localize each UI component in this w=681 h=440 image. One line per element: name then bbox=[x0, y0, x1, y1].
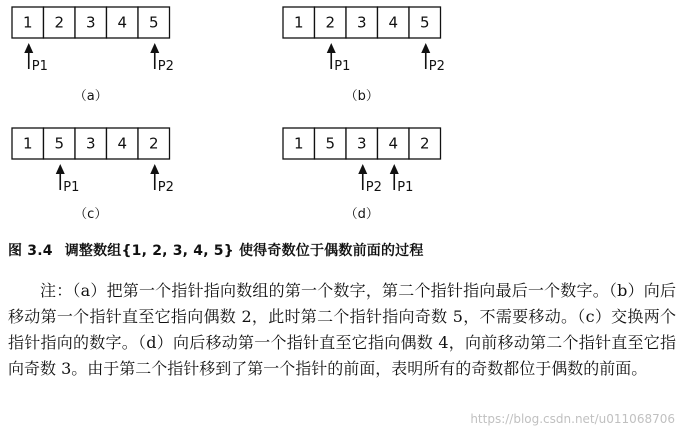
pointer-label: P2 bbox=[157, 59, 174, 74]
pointer-label: P2 bbox=[157, 180, 174, 195]
pointer-label: P1 bbox=[63, 180, 80, 195]
array-cell-value: 4 bbox=[388, 13, 399, 32]
panel-label: （a） bbox=[73, 89, 108, 104]
array-cell-value: 5 bbox=[419, 13, 430, 32]
array-cell-value: 3 bbox=[356, 13, 367, 32]
array-cell-value: 1 bbox=[293, 13, 304, 32]
array-cell-value: 1 bbox=[22, 13, 33, 32]
array-cell-value: 3 bbox=[85, 13, 96, 32]
pointer-arrowhead bbox=[390, 164, 399, 174]
array-cell-value: 2 bbox=[54, 13, 65, 32]
array-cell-value: 1 bbox=[22, 134, 33, 153]
array-cell-value: 4 bbox=[388, 134, 399, 153]
panel-label: （b） bbox=[344, 89, 379, 104]
array-cell-value: 2 bbox=[325, 13, 336, 32]
array-cell-value: 4 bbox=[117, 134, 128, 153]
figure-caption-text: 调整数组{1, 2, 3, 4, 5} 使得奇数位于偶数前面的过程 bbox=[64, 243, 424, 259]
array-cell-value: 4 bbox=[117, 13, 128, 32]
array-cell-value: 5 bbox=[325, 134, 336, 153]
pointer-label: P1 bbox=[397, 180, 414, 195]
pointer-arrowhead bbox=[421, 43, 430, 53]
pointer-label: P2 bbox=[365, 180, 382, 195]
pointer-arrowhead bbox=[327, 43, 336, 53]
pointer-arrowhead bbox=[24, 43, 33, 53]
figure-caption bbox=[8, 240, 424, 260]
panel-b bbox=[283, 7, 445, 104]
pointer-label: P1 bbox=[334, 59, 351, 74]
pointer-label: P2 bbox=[428, 59, 445, 74]
panel-c bbox=[12, 128, 174, 222]
figure-number: 图 3.4 bbox=[8, 243, 53, 259]
pointer-arrowhead bbox=[150, 164, 159, 174]
array-cell-value: 3 bbox=[85, 134, 96, 153]
pointer-arrowhead bbox=[150, 43, 159, 53]
array-cell-value: 5 bbox=[148, 13, 159, 32]
watermark: https://blog.csdn.net/u011068706 bbox=[470, 412, 675, 426]
pointer-label: P1 bbox=[31, 59, 48, 74]
array-cell-value: 5 bbox=[54, 134, 65, 153]
array-cell-value: 2 bbox=[419, 134, 430, 153]
array-cell-value: 1 bbox=[293, 134, 304, 153]
pointer-arrowhead bbox=[358, 164, 367, 174]
panel-d bbox=[283, 128, 441, 222]
panel-label: （d） bbox=[344, 207, 379, 222]
panel-a bbox=[12, 7, 174, 104]
array-cell-value: 3 bbox=[356, 134, 367, 153]
panel-label: （c） bbox=[74, 207, 108, 222]
array-cell-value: 2 bbox=[148, 134, 159, 153]
figure-note: 注：（a）把第一个指针指向数组的第一个数字，第二个指针指向最后一个数字。（b）向后移动第一个指针直至它指向偶数 2，此时第二个指针指向奇数 5，不需要移动。（c）交换两个指针指向的数字。（d）向后移动第一个指针直至它指向偶数 4，向前移动第二个指针直至它指向奇数 3。由于第二个指针移到了第一个指针的前面，表明所有的奇数都位于偶数的前面。 bbox=[8, 281, 676, 378]
pointer-arrowhead bbox=[56, 164, 65, 174]
